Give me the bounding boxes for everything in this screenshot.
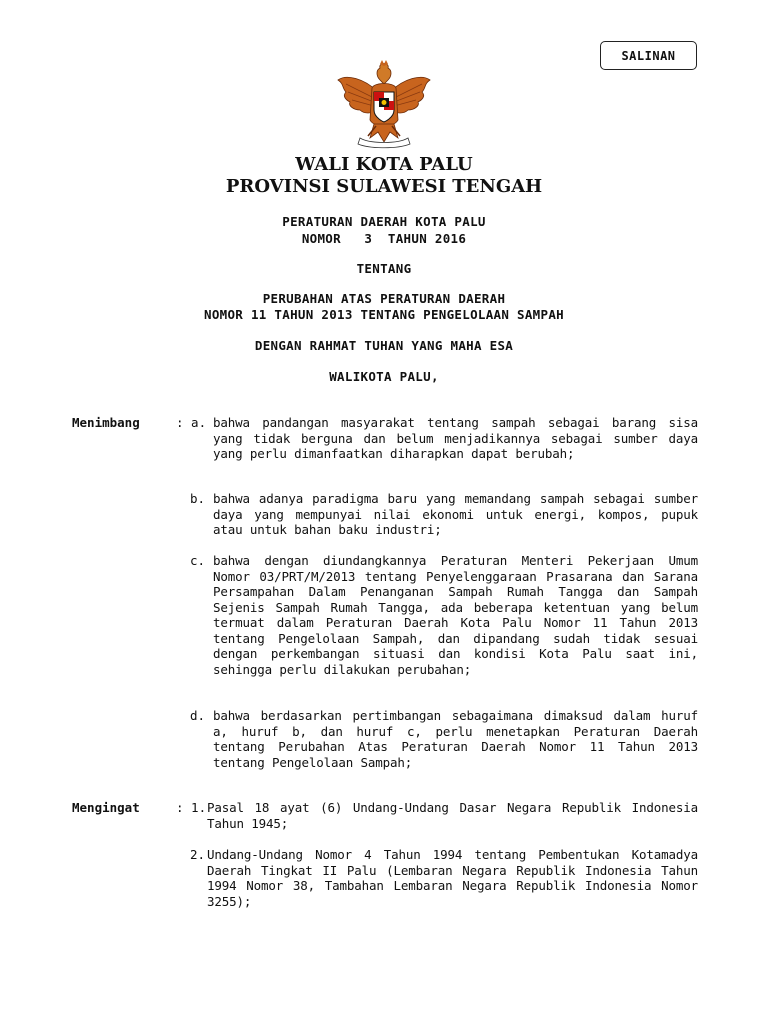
regulation-title: PERATURAN DAERAH KOTA PALU — [282, 214, 486, 229]
mengingat-marker-2: 2. — [190, 847, 206, 862]
menimbang-item-a: bahwa pandangan masyarakat tentang sampah sebagai barang sisa yang tidak berguna dan belum menjadikannya sebagai sumber daya yang perlu dimanfaatkan diharapkan dapat berubah; — [213, 415, 698, 461]
mengingat-label: Mengingat — [72, 800, 140, 815]
header-line-2: PROVINSI SULAWESI TENGAH — [225, 176, 543, 197]
menimbang-marker-a: : a. — [176, 415, 207, 430]
about-heading: TENTANG — [356, 261, 412, 276]
menimbang-marker-d: d. — [190, 708, 206, 723]
subject-line-1: PERUBAHAN ATAS PERATURAN DAERAH — [262, 291, 506, 306]
salinan-stamp: SALINAN — [600, 41, 697, 70]
menimbang-item-c: bahwa dengan diundangkannya Peraturan Menteri Pekerjaan Umum Nomor 03/PRT/M/2013 tentang Penyelenggaraan Prasarana dan Sarana Persampahan Dalam Penanganan Sampah Rumah Tangga dan Sampah Sejenis Sampah Rumah Tangga, ada beberapa ketentuan yang belum termuat dalam Peraturan Daerah Kota Palu Nomor 11 Tahun 2013 tentang Pengelolaan Sampah, dan dipandang sudah tidak sesuai dengan perkembangan situasi dan kondisi Kota Palu saat ini, sehingga perlu dilakukan perubahan; — [213, 553, 698, 677]
subject-line-2: NOMOR 11 TAHUN 2013 TENTANG PENGELOLAAN SAMPAH — [204, 307, 564, 322]
garuda-emblem — [334, 58, 434, 150]
mengingat-marker-1: : 1. — [176, 800, 207, 815]
mengingat-item-2: Undang-Undang Nomor 4 Tahun 1994 tentang Pembentukan Kotamadya Daerah Tingkat II Palu (Lembaran Negara Republik Indonesia Tahun 1994 Nomor 38, Tambahan Lembaran Negara Republik Indonesia Nomor 3255); — [207, 847, 698, 909]
menimbang-marker-b: b. — [190, 491, 206, 506]
header-line-1: WALI KOTA PALU — [295, 154, 473, 175]
authority: WALIKOTA PALU, — [329, 369, 439, 384]
menimbang-item-b: bahwa adanya paradigma baru yang memandang sampah sebagai sumber daya yang mempunyai nilai ekonomi untuk energi, kompos, pupuk atau untuk bahan baku industri; — [213, 491, 698, 537]
mengingat-item-1: Pasal 18 ayat (6) Undang-Undang Dasar Negara Republik Indonesia Tahun 1945; — [207, 800, 698, 831]
invocation: DENGAN RAHMAT TUHAN YANG MAHA ESA — [254, 338, 514, 353]
menimbang-label: Menimbang — [72, 415, 140, 430]
regulation-number: NOMOR 3 TAHUN 2016 — [301, 231, 467, 246]
menimbang-marker-c: c. — [190, 553, 206, 568]
menimbang-item-d: bahwa berdasarkan pertimbangan sebagaimana dimaksud dalam huruf a, huruf b, dan huruf c, perlu menetapkan Peraturan Daerah tentang Perubahan Atas Peraturan Daerah Nomor 11 Tahun 2013 tentang Pengelolaan Sampah; — [213, 708, 698, 770]
